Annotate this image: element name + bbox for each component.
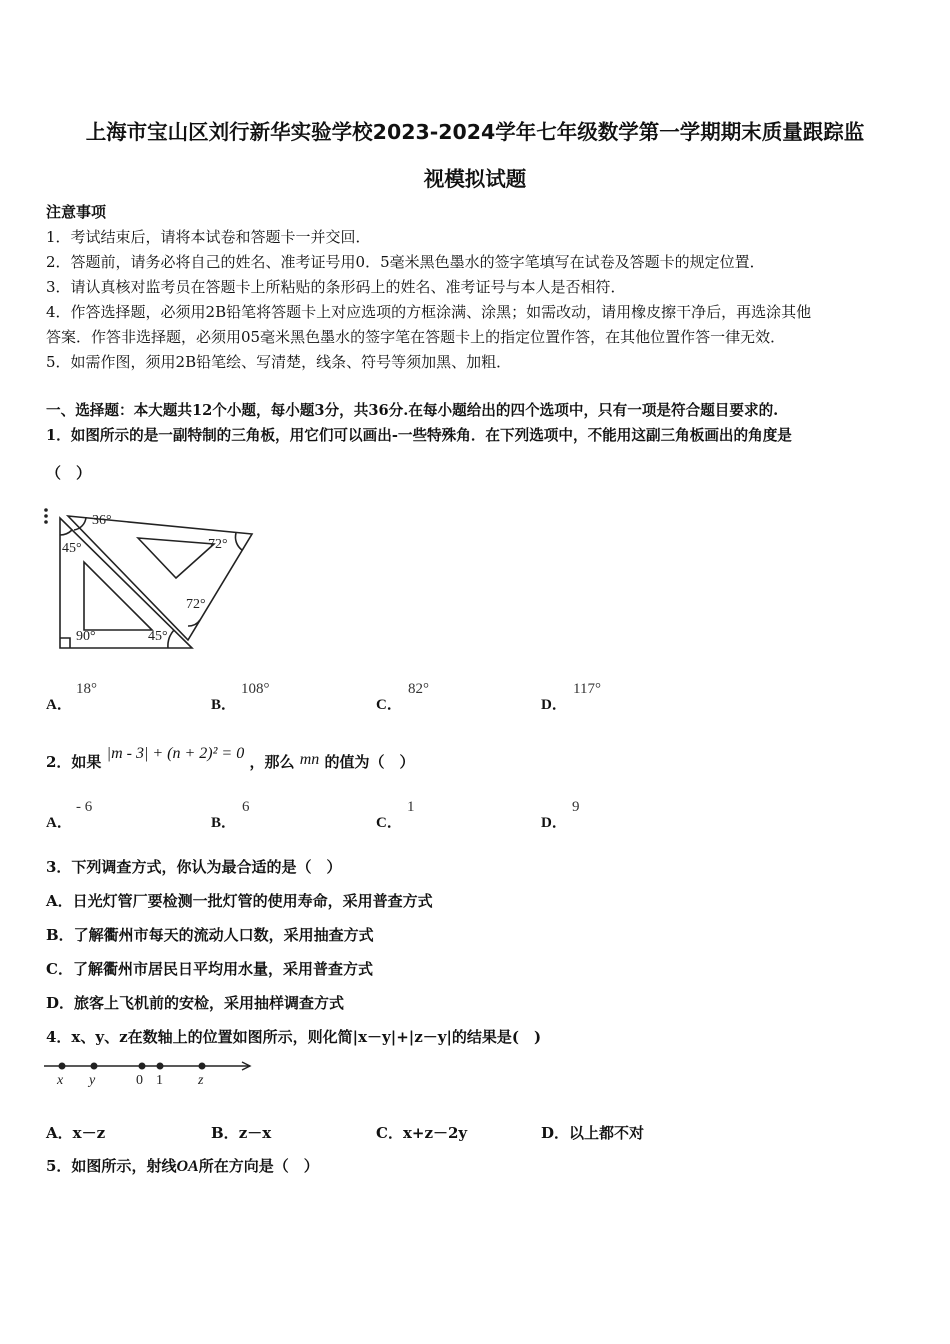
- q1-option-a[interactable]: [46, 681, 97, 714]
- notice-item: 3．请认真核对监考员在答题卡上所粘贴的条形码上的姓名、准考证号与本人是否相符．: [46, 278, 626, 296]
- option-value: - 6: [76, 799, 93, 815]
- notice-item: 答案．作答非选择题，必须用05毫米黑色墨水的签字笔在答题卡上的指定位置作答，在其他位置作答一律无效．: [46, 328, 786, 346]
- notice-item: 1．考试结束后，请将本试卷和答题卡一并交回．: [46, 228, 371, 246]
- option-value: 108°: [241, 681, 270, 697]
- q3-option-b[interactable]: B．了解衢州市每天的流动人口数，采用抽查方式: [46, 926, 374, 944]
- question-1-paren: （ ）: [46, 464, 92, 482]
- option-label: A．: [46, 815, 72, 831]
- q2-prefix: 2．如果: [46, 753, 102, 771]
- q3-option-c[interactable]: C．了解衢州市居民日平均用水量，采用普查方式: [46, 960, 373, 978]
- section-heading: 一、选择题：本大题共12个小题，每小题3分，共36分.在每小题给出的四个选项中，只有一项是符合题目要求的.: [46, 402, 779, 419]
- option-label: B．: [211, 1124, 239, 1142]
- number-line-figure: [42, 1058, 257, 1090]
- q1-option-b[interactable]: [211, 681, 270, 714]
- option-label: C．: [376, 1124, 403, 1142]
- q5-suffix: 所在方向是（ ）: [198, 1157, 319, 1175]
- q4-option-d[interactable]: [541, 1122, 644, 1143]
- option-value: 18°: [76, 681, 97, 697]
- question-5-text: [46, 1156, 319, 1177]
- option-value: 117°: [573, 681, 601, 697]
- option-label: D．: [541, 815, 567, 831]
- q2-option-b[interactable]: [211, 799, 250, 832]
- question-2-text: [46, 745, 415, 773]
- angle-72-label-top: 72°: [208, 537, 228, 552]
- question-4-text: 4．x、y、z在数轴上的位置如图所示，则化简|x－y|+|z－y|的结果是( ): [46, 1028, 542, 1046]
- angle-72-label-bottom: 72°: [186, 597, 206, 612]
- notice-heading: 注意事项: [46, 203, 107, 221]
- q4-option-c[interactable]: [376, 1122, 467, 1143]
- angle-45-label-bottom: 45°: [148, 629, 168, 644]
- q3-option-d[interactable]: D．旅客上飞机前的安检，采用抽样调查方式: [46, 994, 345, 1012]
- notice-item: 5．如需作图，须用2B铅笔绘、写清楚，线条、符号等须加黑、加粗．: [46, 353, 512, 371]
- notice-item: 2．答题前，请务必将自己的姓名、准考证号用0．5毫米黑色墨水的签字笔填写在试卷及答题卡的规定位置．: [46, 253, 765, 271]
- angle-36-label: 36°: [92, 513, 112, 528]
- triangle-rulers-labels: [40, 500, 265, 655]
- q5-prefix: 5．如图所示，射线: [46, 1157, 177, 1175]
- q2-option-d[interactable]: [541, 799, 580, 832]
- option-value: x－z: [72, 1124, 106, 1142]
- q2-var: mn: [299, 751, 320, 768]
- q5-var: OA: [176, 1158, 199, 1175]
- q4-option-b[interactable]: [211, 1122, 271, 1143]
- axis-label-one: 1: [156, 1073, 163, 1088]
- question-3-text: 3．下列调查方式，你认为最合适的是（ ）: [46, 858, 342, 876]
- option-label: B．: [211, 815, 237, 831]
- question-1-text: 1．如图所示的是一副特制的三角板，用它们可以画出-一些特殊角．在下列选项中，不能用这副三角板画出的角度是: [46, 427, 792, 444]
- axis-label-y: y: [89, 1073, 96, 1088]
- angle-90-label: 90°: [76, 629, 96, 644]
- option-value: 82°: [408, 681, 429, 697]
- q4-option-a[interactable]: [46, 1122, 105, 1143]
- q1-option-d[interactable]: [541, 681, 601, 714]
- angle-45-label-top: 45°: [62, 541, 82, 556]
- q3-option-a[interactable]: A．日光灯管厂要检测一批灯管的使用寿命，采用普查方式: [46, 892, 433, 910]
- option-label: D．: [541, 697, 567, 713]
- q2-suffix: 的值为（ ）: [324, 753, 415, 771]
- option-value: z－x: [238, 1124, 272, 1142]
- q2-option-a[interactable]: [46, 799, 93, 832]
- option-label: C．: [376, 697, 402, 713]
- option-value: x+z－2y: [402, 1124, 468, 1142]
- option-value: 6: [242, 799, 250, 815]
- option-label: B．: [211, 697, 237, 713]
- exam-title-line1: 上海市宝山区刘行新华实验学校2023-2024学年七年级数学第一学期期末质量跟踪监: [85, 120, 865, 144]
- q1-option-c[interactable]: [376, 681, 429, 714]
- axis-label-z: z: [198, 1073, 204, 1088]
- axis-label-x: x: [57, 1073, 64, 1088]
- q2-formula: |m - 3| + (n + 2)² = 0: [106, 745, 245, 762]
- axis-label-zero: 0: [136, 1073, 143, 1088]
- exam-title-line2: 视模拟试题: [423, 167, 527, 191]
- notice-item: 4．作答选择题，必须用2B铅笔将答题卡上对应选项的方框涂满、涂黑；如需改动，请用橡皮擦干净后，再选涂其他: [46, 303, 812, 321]
- option-label: D．: [541, 1124, 570, 1142]
- option-label: A．: [46, 1124, 73, 1142]
- q2-option-c[interactable]: [376, 799, 415, 832]
- option-label: A．: [46, 697, 72, 713]
- option-label: C．: [376, 815, 402, 831]
- option-value: 以上都不对: [569, 1124, 645, 1142]
- option-value: 9: [572, 799, 580, 815]
- option-value: 1: [407, 799, 415, 815]
- q2-middle: ，那么: [249, 753, 295, 771]
